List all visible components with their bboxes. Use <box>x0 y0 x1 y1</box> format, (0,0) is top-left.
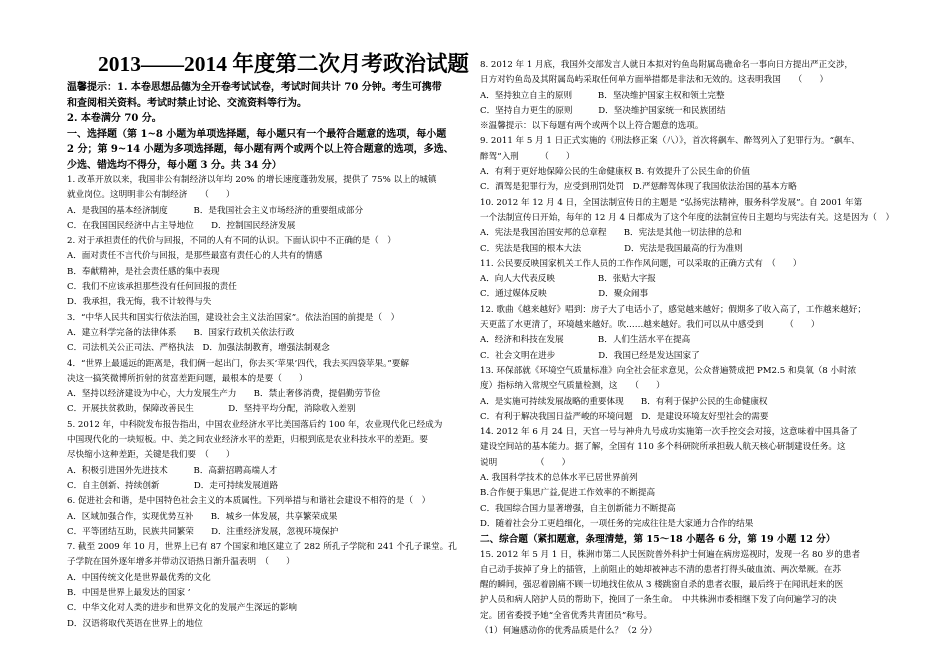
option-line: C．我国综合国力显著增强，自主创新能力不断提高 <box>480 503 676 514</box>
question-line: 自己动手拔掉了身上的插管，上前阻止的她却被神志不清的患者打得头破血流、两次晕厥。在苏 <box>480 564 841 575</box>
question-line: 中国现代化的一块短板。中、美之间农业经济水平的差距，归根到底是农业科技水平的差距。要 <box>67 435 428 446</box>
option-line: C．中华文化对人类的进步和世界文化的发展产生深远的影响 <box>67 603 298 614</box>
page-title: 2013——2014 年度第二次月考政治试题 <box>98 52 469 76</box>
option-line: B．中国是世界上最发达的国家 ’ <box>67 588 191 599</box>
option-line: D．随着社会分工更趋细化，一项任务的完成往往是大家通力合作的结果 <box>480 518 754 529</box>
question-line: 2. 对于承担责任的代价与回报，不同的人有不同的认识。下面认识中不正确的是（ ） <box>67 236 396 247</box>
question-line: 7. 截至 2009 年 10 月，世界上已有 87 个国家和地区建立了 282 所孔子学院和 241 个孔子课堂。孔 <box>67 542 457 553</box>
option-line: C．通过媒体反映 D．聚众闹事 <box>480 289 649 300</box>
option-line: C．宪法是我国的根本大法 D．宪法是我国最高的行为准则 <box>480 243 743 254</box>
option-line: A．中国传统文化是世界最优秀的文化 <box>67 572 211 583</box>
option-line: A．有利于更好地保障公民的生命健康权 B. 有效提升了公民生命的价值 <box>480 167 750 178</box>
question-line: 8. 2012 年 1 月底，我国外交部发言人就日本拟对钓鱼岛附属岛礁命名一事向日方提出严正交涉， <box>480 60 854 70</box>
multi-choice-notice: ※温馨提示：以下每题有两个或两个以上符合题意的选项。 <box>480 121 704 132</box>
right-column <box>480 58 913 639</box>
question-line: 11. 公民要反映国家机关工作人员的工作作风问题，可以采取的正确方式有 （ ） <box>480 258 802 269</box>
option-line: A．宪法是我国治国安邦的总章程 B．宪法是其他一切法律的总和 <box>480 228 742 239</box>
question-line: 天更蓝了水更清了，环境越来越好。吹……越来越好。我们可以从中感受到 （ ） <box>480 320 820 331</box>
option-line: A. 我国科学技术的总体水平已居世界前列 <box>480 473 638 484</box>
option-line: C．社会文明在进步 D．我国已经是发达国家了 <box>480 350 700 361</box>
section-one-heading: 少选、错选均不得分，每小题 3 分。共 34 分） <box>67 159 282 171</box>
option-line: C．开展扶贫救助，保障改善民生 D．坚持平均分配，消除收入差别 <box>67 404 356 415</box>
question-line: 12. 歌曲《越来越好》唱到：房子大了电话小了，感觉越来越好；假期多了收入高了，工作越来越好； <box>480 304 866 315</box>
question-line: 1. 改革开放以来，我国非公有制经济以年均 20% 的增长速度蓬勃发展，提供了 75% 以上的城镇 <box>67 175 437 185</box>
notice-block <box>67 80 500 173</box>
option-line: A．是我国的基本经济制度 B．是我国社会主义市场经济的重要组成部分 <box>67 205 364 216</box>
question-line: 10. 2012 年 12 月 4 日，全国法制宣传日的主题是 “弘扬宪法精神，服务科学发展”。自 2001 年第 <box>480 197 863 208</box>
question-line: 就业岗位。这明明非公有制经济 （ ） <box>67 190 235 201</box>
option-line: A．面对责任不言代价与回报，是那些最富有责任心的人共有的情感 <box>67 251 323 262</box>
question-line: 说明 （ ） <box>480 457 571 468</box>
question-line: 14. 2012 年 6 月 24 日，天宫一号与神舟九号成功实施第一次手控交会对接，这意味着中国具备了 <box>480 427 858 438</box>
question-line: 醒的瞬间，强忍着剧痛不顾一切地找住依从 3 楼跳窗自杀的患者衣服，最后终于在闻讯赶来的医 <box>480 580 844 591</box>
option-line: C．我们不应该承担那些没有任何回报的责任 <box>67 282 237 293</box>
question-line: 13. 环保部就《环境空气质量标准》向全社会征求意见，公众普遍赞成把 PM2.5 和臭氧（8 小时浓 <box>480 365 857 376</box>
option-line: C．有利于解决我国日益严峻的环境问题 D．是建设环境友好型社会的需要 <box>480 411 769 422</box>
question-line: 一个法制宣传日开始，每年的 12 月 4 日都成为了这个年度的法制宣传日主题均与宪法有关。这是因为（ ） <box>480 212 895 223</box>
option-line: B.合作便于集思广益,促进工作效率的不断提高 <box>480 488 656 499</box>
option-line: A．积极引进国外先进技术 B．高薪招聘高端人才 <box>67 465 278 476</box>
option-line: B．奉献精神，是社会责任感的集中表现 <box>67 266 220 277</box>
section-one-heading: 一、选择题（第 1~8 小题为单项选择题，每小题只有一个最符合题意的选项，每小题 <box>67 128 447 140</box>
option-line: C．酒驾是犯罪行为，应受到刑罚处罚 D.严惩醉驾体现了我国依法治国的基本方略 <box>480 182 797 193</box>
option-line: C．平等团结互助，民族共同繁荣 D．注重经济发展，忽视环境保护 <box>67 526 339 537</box>
option-line: C．司法机关公正司法、严格执法 D．加强法制教育，增强法制观念 <box>67 343 330 354</box>
option-line: A．坚持独立自主的原则 B．坚决维护国家主权和领土完整 <box>480 90 725 101</box>
option-line: C．自主创新、持续创新 D．走可持续发展道路 <box>67 480 279 491</box>
notice-line: 和查阅相关资料。考试时禁止讨论、交流资料等行为。 <box>67 97 307 109</box>
section-one-heading: 2 分；第 9~14 小题为多项选择题，每小题有两个或两个以上符合题意的选项，多选、 <box>67 144 454 155</box>
sub-question: （1）何遍感动你的优秀品质是什么？（2 分） <box>480 625 657 636</box>
question-line: 6. 促进社会和谐，是中国特色社会主义的本质属性。下列举措与和谐社会建设不相符的是（ ） <box>67 496 431 507</box>
question-line: 建设空间站的基本能力。据了解，全国有 110 多个科研院所承担载人航天核心研制建设任务。这 <box>480 442 846 453</box>
option-line: A．区域加强合作，实现优势互补 B．城乡一体发展，共享繁荣成果 <box>67 511 338 522</box>
option-line: A．建立科学完备的法律体系 B．国家行政机关依法行政 <box>67 327 295 338</box>
option-line: C．在我国国民经济中占主导地位 D．控制国民经济发展 <box>67 220 296 231</box>
option-line: D．汉语将取代英语在世界上的地位 <box>67 618 203 629</box>
question-line: 9. 2011 年 5 月 1 日正式实施的《刑法修正案（八）》，首次将飙车、醉驾列入了犯罪行为。“飙车、 <box>480 136 860 147</box>
option-line: A．是实施可持续发展战略的重要体现 B．有利于保护公民的生命健康权 <box>480 396 768 407</box>
question-line: 度）指标纳入常规空气质量检测，这 （ ） <box>480 381 665 392</box>
option-line: D．我承担，我无悔，我不计较得与失 <box>67 297 212 308</box>
notice-line: 温馨提示：1. 本卷思想品德为全开卷考试试卷，考试时间共计 70 分钟。考生可携带 <box>67 82 442 93</box>
question-line: 4．“世界上最遥远的距离是，我们俩一起出门，你去买‘苹果’四代，我去买四袋苹果。”要解 <box>67 358 409 369</box>
question-line: 5. 2012 年，中科院发布报告指出，中国农业经济水平比美国落后约 100 年，农业现代化已经成为 <box>67 419 443 430</box>
question-line: 决这一搞笑微博所折射的贫富差距问题，最根本的是要（ ） <box>67 373 308 384</box>
question-line: 定。团省委授予她“全省优秀共青团员”称号。 <box>480 610 653 621</box>
question-line: 尽快缩小这种差距，关键是我们要 （ ） <box>67 450 235 461</box>
question-line: 醉驾”入刑 （ ） <box>480 151 575 162</box>
section-two-heading: 二、综合题（紧扣题意，条理清楚，第 15～18 小题各 6 分，第 19 小题 12 分） <box>480 534 836 546</box>
notice-line: 2. 本卷满分 70 分。 <box>67 113 162 124</box>
question-line: 日方对钓鱼岛及其附属岛屿采取任何单方面举措都是非法和无效的。这表明我国 （ ） <box>480 75 829 86</box>
option-line: A．向人大代表反映 B．张贴大字报 <box>480 274 656 285</box>
left-column <box>67 0 500 632</box>
option-line: A．坚持以经济建设为中心，大力发展生产力 B．禁止奢侈消费，提倡勤劳节俭 <box>67 389 381 400</box>
option-line: C．坚持自力更生的原则 D．坚决维护国家统一和民族团结 <box>480 105 726 116</box>
question-line: 15. 2012 年 5 月 1 日，株洲市第二人民医院普外科护士何遍在病房巡视时，发现一名 80 岁的患者 <box>480 549 861 560</box>
question-line: 护人员和病人陪护人员的帮助下，挽回了一条生命。 中共株洲市委相继下发了向何遍学习的决 <box>480 595 837 606</box>
question-line: 3．“中华人民共和国实行依法治国，建设社会主义法治国家”。依法治国的前提是（ ） <box>67 312 400 323</box>
left-questions <box>67 173 500 632</box>
option-line: A．经济和科技在发展 B．人们生活水平在提高 <box>480 335 691 346</box>
question-line: 子学院在国外逐年增多并带动汉语热日渐升温表明 （ ） <box>67 557 295 568</box>
